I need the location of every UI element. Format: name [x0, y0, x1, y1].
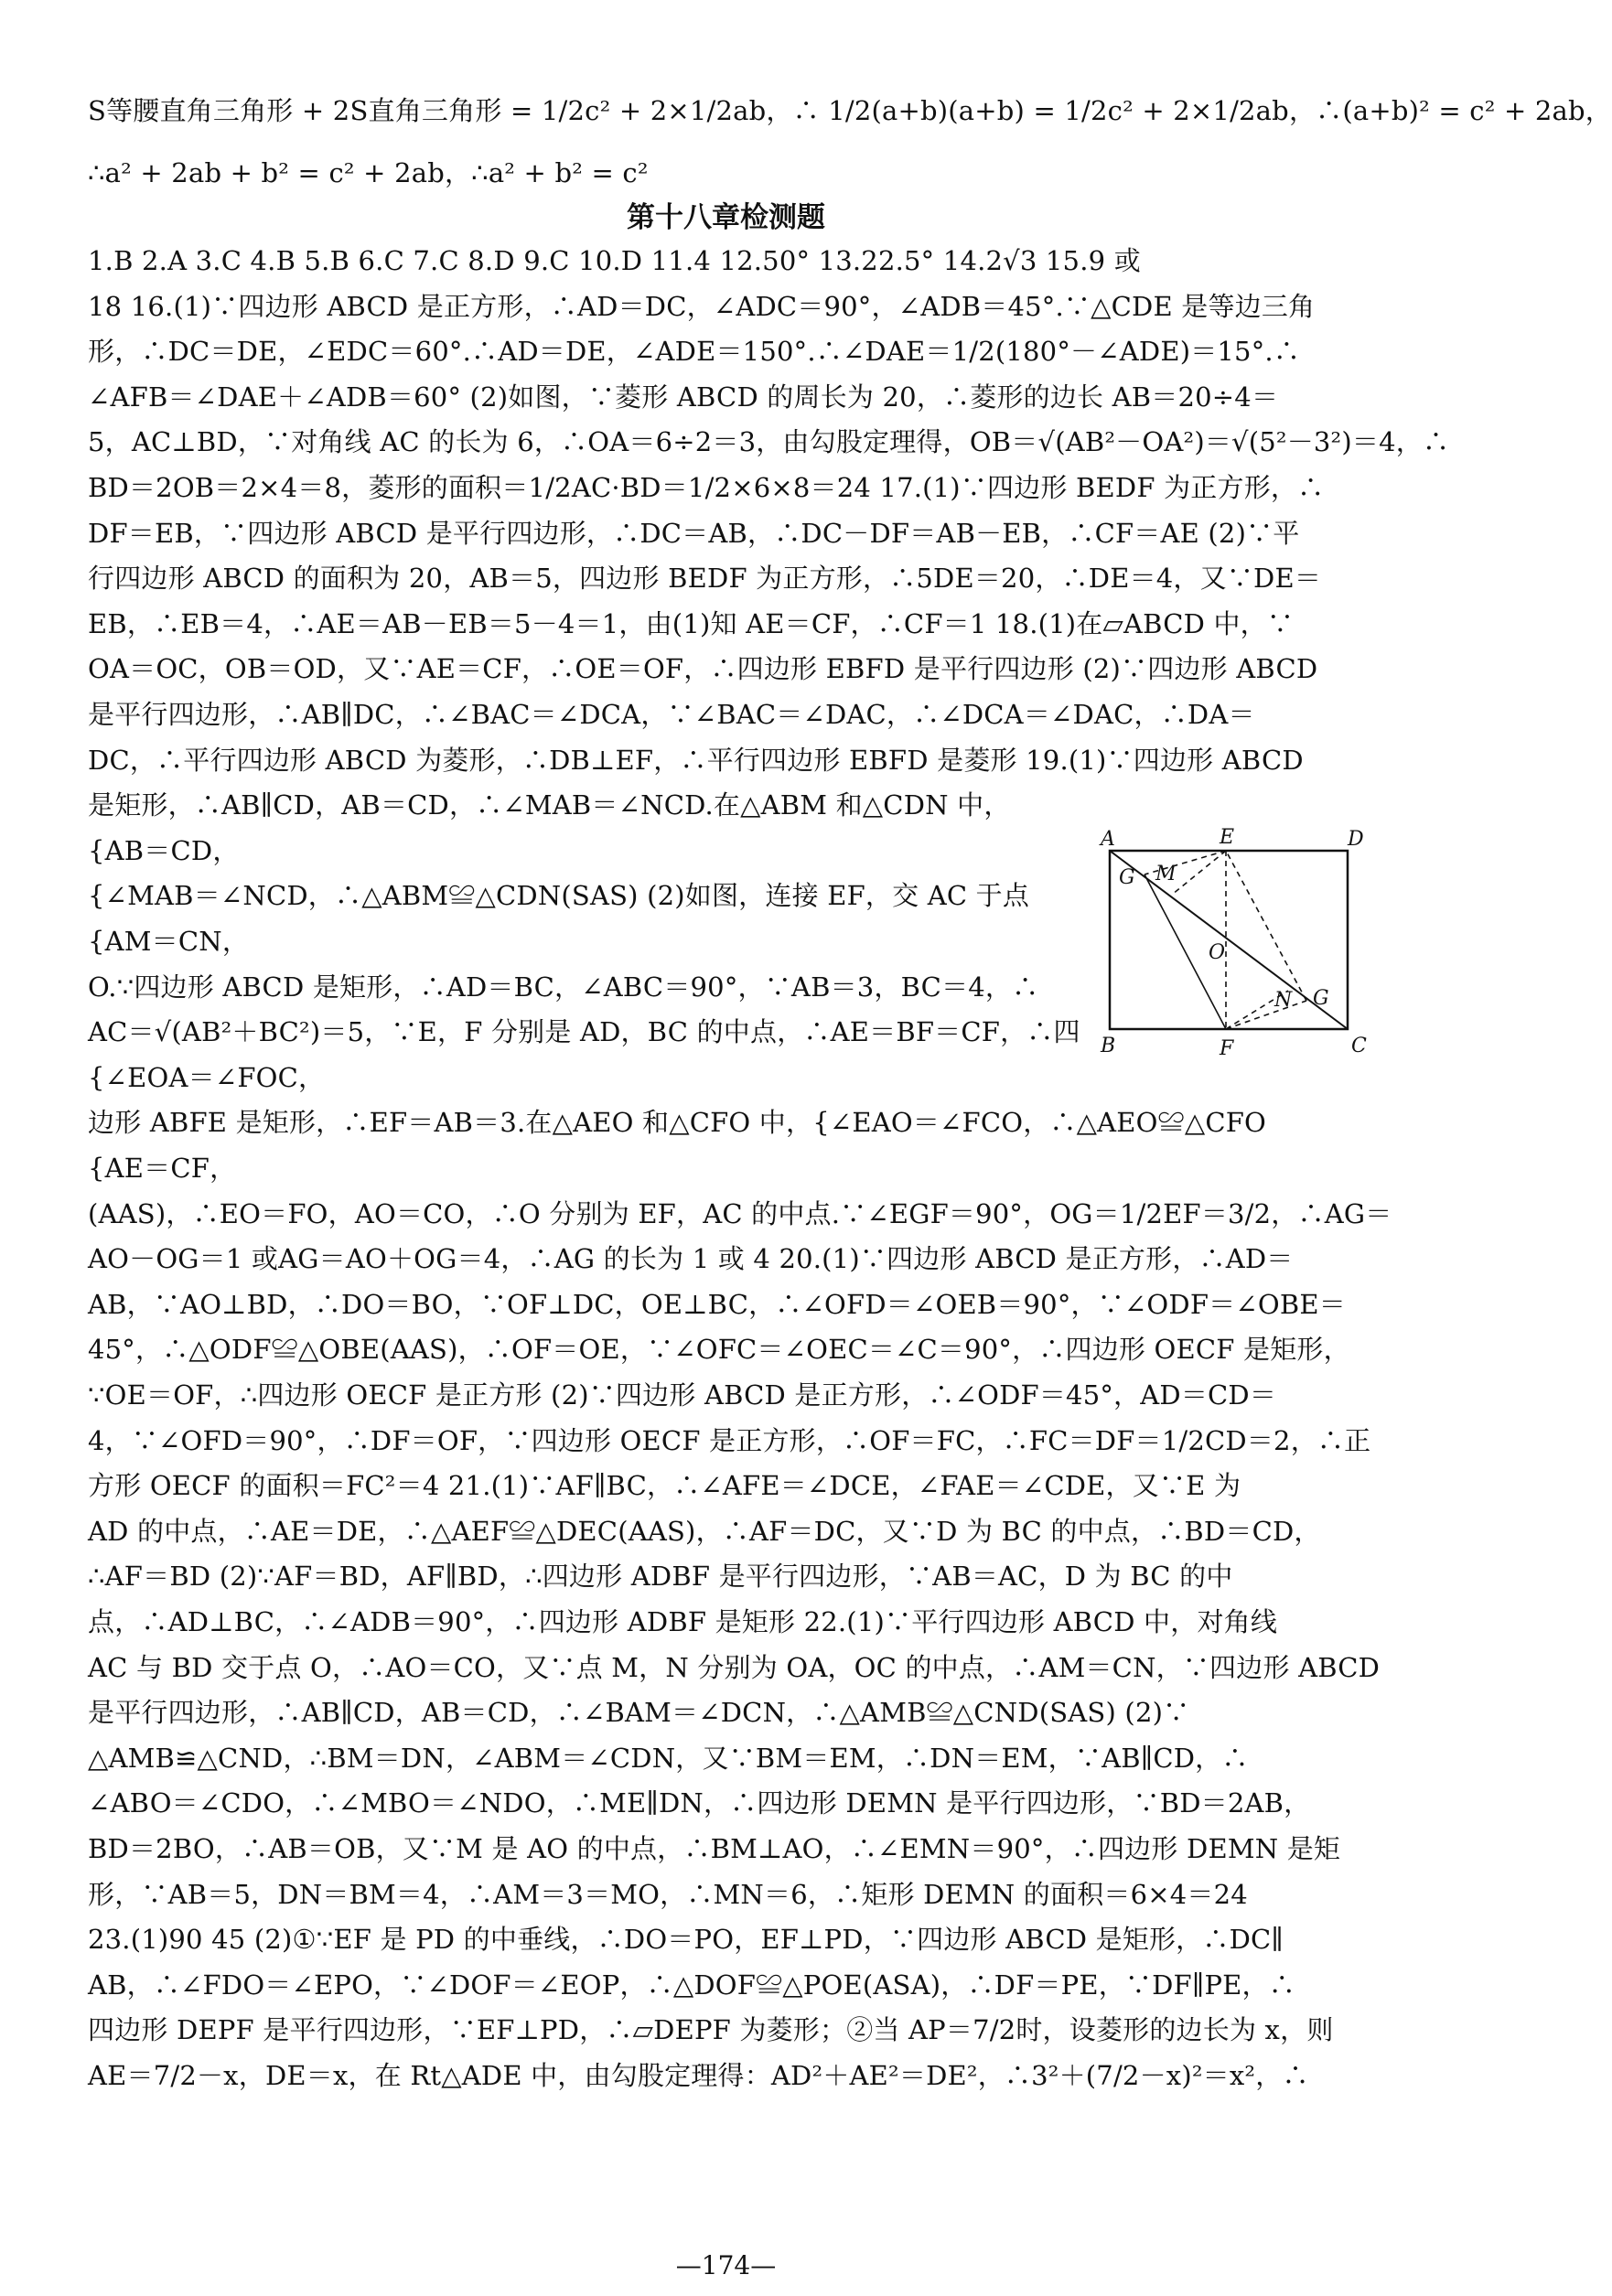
- text-line: AB，∵AO⊥BD，∴DO＝BO，∵OF⊥DC，OE⊥BC，∴∠OFD＝∠OEB＝90°，∵∠ODF＝∠OBE＝: [88, 1289, 1346, 1320]
- text-line: 行四边形 ABCD 的面积为 20，AB＝5，四边形 BEDF 为正方形，∴5DE＝20，∴DE＝4，又∵DE＝: [88, 563, 1322, 594]
- text-line: AC 与 BD 交于点 O，∴AO＝CO，又∵点 M，N 分别为 OA，OC 的中点，∴AM＝CN，∵四边形 ABCD: [88, 1652, 1381, 1683]
- text-line: {AM＝CN，: [88, 926, 250, 957]
- text-line: 是平行四边形，∴AB∥CD，AB＝CD，∴∠BAM＝∠DCN，∴△AMB≌△CND(SAS) (2)∵: [88, 1697, 1190, 1728]
- text-line: 18 16.(1)∵四边形 ABCD 是正方形，∴AD＝DC，∠ADC＝90°，∠ADB＝45°.∵△CDE 是等边三角: [88, 291, 1316, 322]
- label-c: C: [1351, 1035, 1367, 1057]
- text-line: 点，∴AD⊥BC，∴∠ADB＝90°，∴四边形 ADBF 是矩形 22.(1)∵平行四边形 ABCD 中，对角线: [88, 1606, 1278, 1637]
- text-line: 方形 OECF 的面积＝FC²＝4 21.(1)∵AF∥BC，∴∠AFE＝∠DCE，∠FAE＝∠CDE，又∵E 为: [88, 1470, 1241, 1501]
- label-b: B: [1101, 1035, 1116, 1057]
- text-line: AE＝7/2－x，DE＝x，在 Rt△ADE 中，由勾股定理得：AD²＋AE²＝DE²，∴3²＋(7/2－x)²＝x²，∴: [88, 2060, 1309, 2091]
- text-line: 是平行四边形，∴AB∥DC，∴∠BAC＝∠DCA，∵∠BAC＝∠DAC，∴∠DCA＝∠DAC，∴DA＝: [88, 699, 1255, 730]
- text-line: (AAS)，∴EO＝FO，AO＝CO，∴O 分别为 EF，AC 的中点.∵∠EGF＝90°，OG＝1/2EF＝3/2，∴AG＝: [88, 1198, 1392, 1229]
- label-o: O: [1209, 941, 1226, 964]
- text-line: 四边形 DEPF 是平行四边形，∵EF⊥PD，∴▱DEPF 为菱形；②当 AP＝7/2时，设菱形的边长为 x，则: [88, 2014, 1334, 2045]
- label-a: A: [1101, 828, 1115, 851]
- text-line: 4，∵∠OFD＝90°，∴DF＝OF，∵四边形 OECF 是正方形，∴OF＝FC，∴FC＝DF＝1/2CD＝2，∴正: [88, 1425, 1371, 1456]
- text-line: △AMB≌△CND，∴BM＝DN，∠ABM＝∠CDN，又∵BM＝EM，∴DN＝EM，∵AB∥CD，∴: [88, 1743, 1249, 1774]
- text-line: ∵OE＝OF，∴四边形 OECF 是正方形 (2)∵四边形 ABCD 是正方形，∴∠ODF＝45°，AD＝CD＝: [88, 1379, 1277, 1411]
- label-f: F: [1220, 1037, 1234, 1060]
- text-line: AB，∴∠FDO＝∠EPO，∵∠DOF＝∠EOP，∴△DOF≌△POE(ASA)，∴DF＝PE，∵DF∥PE，∴: [88, 1969, 1295, 2001]
- section-title: 第十八章检测题: [627, 201, 825, 234]
- page-number: —174—: [675, 2250, 777, 2280]
- text-line: AO－OG＝1 或AG＝AO＋OG＝4，∴AG 的长为 1 或 4 20.(1)∵四边形 ABCD 是正方形，∴AD＝: [88, 1243, 1294, 1274]
- text-line: 23.(1)90 45 (2)①∵EF 是 PD 的中垂线，∴DO＝PO，EF⊥PD，∵四边形 ABCD 是矩形，∴DC∥: [88, 1924, 1284, 1955]
- label-n: N: [1274, 989, 1293, 1012]
- text-line: {AB＝CD，: [88, 835, 240, 866]
- label-g-left: G: [1119, 866, 1135, 889]
- text-line: 形，∴DC＝DE，∠EDC＝60°.∴AD＝DE，∠ADE＝150°.∴∠DAE＝1/2(180°－∠ADE)＝15°.∴: [88, 336, 1301, 367]
- text-line: DC，∴平行四边形 ABCD 为菱形，∴DB⊥EF，∴平行四边形 EBFD 是菱形 19.(1)∵四边形 ABCD: [88, 745, 1304, 776]
- text-line: ∠ABO＝∠CDO，∴∠MBO＝∠NDO，∴ME∥DN，∴四边形 DEMN 是平行四边形，∵BD＝2AB，: [88, 1787, 1311, 1819]
- text-line: AD 的中点，∴AE＝DE，∴△AEF≌△DEC(AAS)，∴AF＝DC，又∵D 为 BC 的中点，∴BD＝CD，: [88, 1516, 1321, 1547]
- text-line: ∠AFB＝∠DAE＋∠ADB＝60° (2)如图，∵菱形 ABCD 的周长为 20，∴菱形的边长 AB＝20÷4＝: [88, 381, 1279, 413]
- text-line: ∴a² + 2ab + b² = c² + 2ab，∴a² + b² = c²: [88, 157, 649, 188]
- text-line: 45°，∴△ODF≌△OBE(AAS)，∴OF＝OE，∵∠OFC＝∠OEC＝∠C＝90°，∴四边形 OECF 是矩形，: [88, 1334, 1350, 1365]
- label-m: M: [1155, 863, 1177, 885]
- label-d: D: [1348, 828, 1364, 851]
- text-line: DF＝EB，∵四边形 ABCD 是平行四边形，∴DC＝AB，∴DC－DF＝AB－EB，∴CF＝AE (2)∵平: [88, 518, 1300, 549]
- text-line: {∠EOA＝∠FOC，: [88, 1062, 326, 1093]
- text-line: O.∵四边形 ABCD 是矩形，∴AD＝BC，∠ABC＝90°，∵AB＝3，BC＝4，∴: [88, 971, 1039, 1003]
- text-line: S等腰直角三角形 + 2S直角三角形 = 1/2c² + 2×1/2ab，∴ 1/2(a+b)(a+b) = 1/2c² + 2×1/2ab，∴(a+b)² = c² + 2ab，: [88, 95, 1612, 126]
- text-line: 形，∵AB＝5，DN＝BM＝4，∴AM＝3＝MO，∴MN＝6，∴矩形 DEMN 的面积＝6×4＝24: [88, 1879, 1248, 1910]
- rectangle-figure: [1101, 826, 1375, 1060]
- label-g-right: G: [1313, 987, 1329, 1010]
- text-line: 边形 ABFE 是矩形，∴EF＝AB＝3.在△AEO 和△CFO 中，{∠EAO＝∠FCO，∴△AEO≌△CFO: [88, 1107, 1267, 1138]
- label-e: E: [1220, 826, 1235, 849]
- text-line: BD＝2OB＝2×4＝8，菱形的面积＝1/2AC·BD＝1/2×6×8＝24 17.(1)∵四边形 BEDF 为正方形，∴: [88, 472, 1325, 503]
- text-line: 1.B 2.A 3.C 4.B 5.B 6.C 7.C 8.D 9.C 10.D 11.4 12.50° 13.22.5° 14.2√3 15.9 或: [88, 245, 1141, 276]
- text-line: {AE＝CF，: [88, 1153, 237, 1184]
- text-line: OA＝OC，OB＝OD，又∵AE＝CF，∴OE＝OF，∴四边形 EBFD 是平行四边形 (2)∵四边形 ABCD: [88, 653, 1318, 684]
- text-line: EB，∴EB＝4，∴AE＝AB－EB＝5－4＝1，由(1)知 AE＝CF，∴CF＝1 18.(1)在▱ABCD 中，∵: [88, 608, 1295, 639]
- text-line: 是矩形，∴AB∥CD，AB＝CD，∴∠MAB＝∠NCD.在△ABM 和△CDN 中，: [88, 789, 1011, 821]
- text-line: 5，AC⊥BD，∵对角线 AC 的长为 6，∴OA＝6÷2＝3，由勾股定理得，OB＝√(AB²－OA²)＝√(5²－3²)＝4，∴: [88, 426, 1450, 457]
- text-line: BD＝2BO，∴AB＝OB，又∵M 是 AO 的中点，∴BM⊥AO，∴∠EMN＝90°，∴四边形 DEMN 是矩: [88, 1833, 1341, 1864]
- text-line: AC＝√(AB²＋BC²)＝5，∵E，F 分别是 AD，BC 的中点，∴AE＝BF＝CF，∴四: [88, 1016, 1080, 1047]
- text-line: {∠MAB＝∠NCD，∴△ABM≌△CDN(SAS) (2)如图，连接 EF，交 AC 于点: [88, 880, 1030, 911]
- text-line: ∴AF＝BD (2)∵AF＝BD，AF∥BD，∴四边形 ADBF 是平行四边形，∵AB＝AC，D 为 BC 的中: [88, 1561, 1233, 1592]
